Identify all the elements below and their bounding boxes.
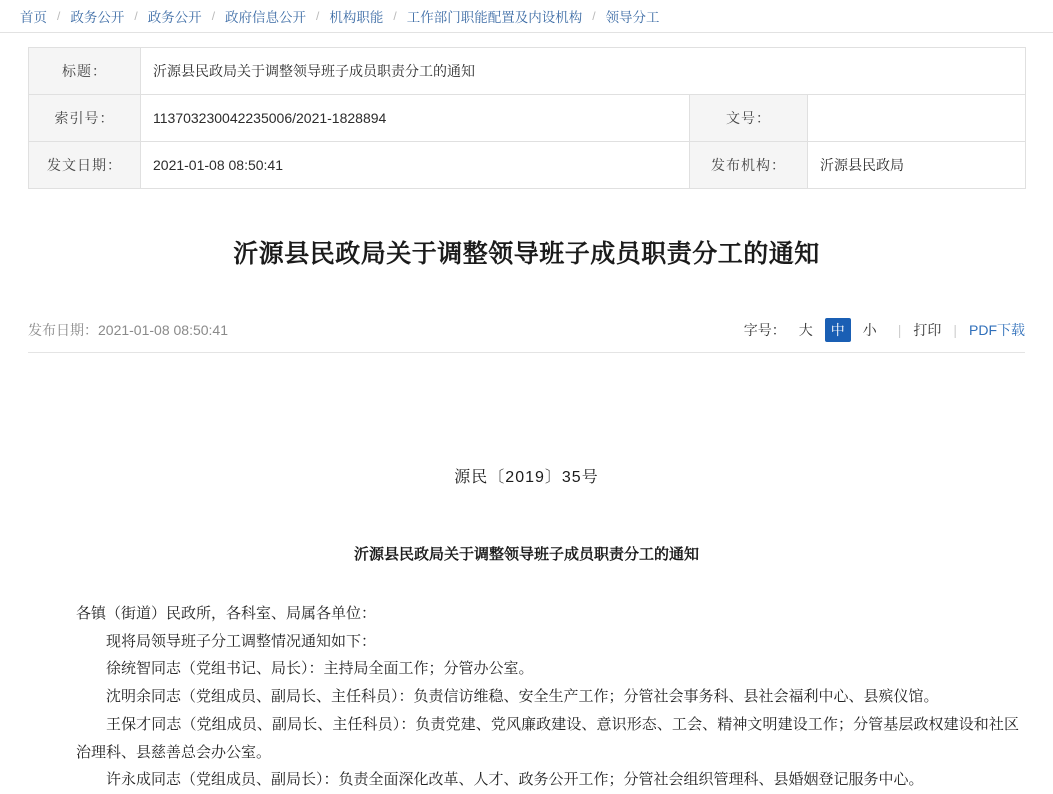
pdf-download-link[interactable]: PDF下载 (969, 322, 1025, 338)
meta-label-docnumber: 文号： (690, 95, 808, 142)
article-paragraph: 沈明余同志（党组成员、副局长、主任科员）：负责信访维稳、安全生产工作；分管社会事务科、县社会福利中心、县殡仪馆。 (106, 688, 939, 706)
meta-label-organization: 发布机构： (690, 142, 808, 189)
fontsize-large-button[interactable]: 大 (798, 322, 813, 338)
table-row (29, 142, 1026, 189)
meta-value-organization: 沂源县民政局 (808, 142, 1026, 189)
toolbar-divider: | (953, 322, 957, 338)
meta-value-docnumber (808, 95, 1026, 142)
article-container (0, 237, 1053, 794)
breadcrumb-item-4[interactable]: 机构职能 (329, 10, 384, 25)
meta-value-title: 沂源县民政局关于调整领导班子成员职责分工的通知 (141, 48, 1026, 95)
breadcrumb-separator: / (316, 9, 320, 23)
fontsize-small-button[interactable]: 小 (862, 322, 877, 338)
article-toolbar (28, 308, 1025, 353)
meta-label-date: 发文日期： (29, 142, 141, 189)
document-meta-section (0, 33, 1053, 189)
table-row (29, 48, 1026, 95)
print-button[interactable]: 打印 (913, 322, 942, 338)
meta-label-index: 索引号： (29, 95, 141, 142)
meta-value-index: 113703230042235006/2021-1828894 (141, 95, 690, 142)
document-subtitle: 沂源县民政局关于调整领导班子成员职责分工的通知 (353, 546, 699, 564)
breadcrumb-item-3[interactable]: 政府信息公开 (225, 10, 307, 25)
document-number: 源民〔2019〕35号 (454, 469, 599, 486)
meta-label-title: 标题： (29, 48, 141, 95)
breadcrumb (0, 0, 1053, 33)
breadcrumb-separator: / (57, 9, 61, 23)
article-body (28, 463, 1025, 794)
page-title: 沂源县民政局关于调整领导班子成员职责分工的通知 (233, 240, 820, 268)
meta-value-date: 2021-01-08 08:50:41 (141, 142, 690, 189)
breadcrumb-item-5[interactable]: 工作部门职能配置及内设机构 (406, 10, 583, 25)
breadcrumb-item-home[interactable]: 首页 (20, 10, 47, 25)
article-tools (744, 318, 1025, 342)
breadcrumb-item-1[interactable]: 政务公开 (70, 10, 125, 25)
publish-date: 发布日期：2021-01-08 08:50:41 (28, 322, 228, 338)
article-paragraph: 现将局领导班子分工调整情况通知如下： (106, 632, 377, 650)
document-meta-table (28, 47, 1026, 189)
article-paragraph: 王保才同志（党组成员、副局长、主任科员）：负责党建、党风廉政建设、意识形态、工会、精神文明建设工作；分管基层政权建设和社区治理科、县慈善总会办公室。 (76, 715, 1019, 761)
breadcrumb-separator: / (393, 9, 397, 23)
breadcrumb-separator: / (211, 9, 216, 23)
fontsize-medium-button[interactable]: 中 (825, 318, 851, 342)
fontsize-label: 字号： (743, 322, 786, 338)
breadcrumb-item-2[interactable]: 政务公开 (147, 10, 202, 25)
toolbar-divider: | (897, 322, 902, 338)
breadcrumb-item-current[interactable]: 领导分工 (605, 10, 660, 25)
breadcrumb-separator: / (134, 9, 138, 23)
article-paragraph: 许永成同志（党组成员、副局长）：负责全面深化改革、人才、政务公开工作；分管社会组织管理科、县婚姻登记服务中心。 (106, 771, 924, 789)
table-row (29, 95, 1026, 142)
article-paragraph: 徐统智同志（党组书记、局长）：主持局全面工作；分管办公室。 (106, 660, 534, 678)
breadcrumb-separator: / (592, 9, 596, 23)
article-paragraph: 各镇（街道）民政所，各科室、局属各单位： (76, 604, 377, 622)
